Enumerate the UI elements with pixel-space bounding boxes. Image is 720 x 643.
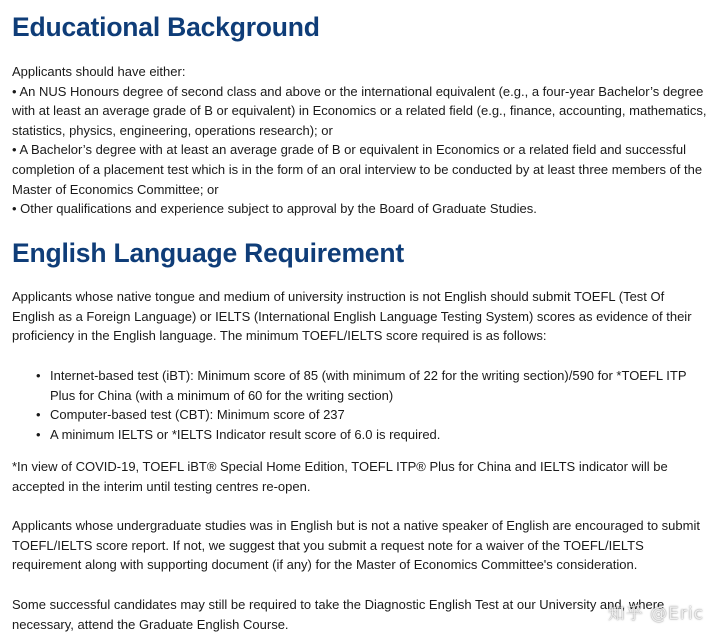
score-ielts: A minimum IELTS or *IELTS Indicator result score of 6.0 is required.	[50, 426, 441, 442]
score-ibt: Internet-based test (iBT): Minimum score of 85 (with minimum of 22 for the writing section)/590 for *TOEFL ITP Plus for China (with a minimum of 60 for the writing section)	[50, 368, 687, 403]
score-cbt: Computer-based test (CBT): Minimum score of 237	[50, 407, 345, 423]
bullet-icon: •	[36, 407, 41, 423]
education-item-bachelor-placement: • A Bachelor’s degree with at least an average grade of B or equivalent in Economics or a related field and successful completion of a placement test which is in the form of an oral interview to be conducted by at least three members of the Master of Economics Committee; or	[12, 142, 703, 197]
bullet-icon: •	[36, 368, 41, 383]
educational-background-heading: Educational Background	[12, 12, 320, 42]
diagnostic-test-paragraph: Some successful candidates may still be required to take the Diagnostic English Test at our University and, where necessary, attend the Graduate English Course.	[12, 597, 665, 632]
education-item-other-qualifications: • Other qualifications and experience subject to approval by the Board of Graduate Studies.	[12, 201, 537, 217]
zhihu-watermark: 知乎 @Eric	[607, 604, 704, 624]
bullet-icon: •	[36, 426, 41, 442]
education-item-nus-honours: • An NUS Honours degree of second class and above or the international equivalent (e.g., a four-year Bachelor’s degree with at least an average grade of B or equivalent) in Economics or a related field (e.g., finance, accounting, mathematics, statistics, physics, engineering, operations research); or	[12, 83, 707, 138]
english-language-requirement-heading: English Language Requirement	[12, 238, 404, 268]
list-item	[36, 366, 708, 405]
education-intro: Applicants should have either:	[12, 64, 186, 79]
list-item	[36, 425, 708, 445]
list-item	[36, 405, 708, 425]
waiver-paragraph: Applicants whose undergraduate studies was in English but is not a native speaker of English are encouraged to submit TOEFL/IELTS score report. If not, we suggest that you submit a request note for a waiver of the TOEFL/IELTS requirement along with supporting document (if any) for the Master of Economics Committee's consideration.	[12, 518, 700, 573]
english-requirement-intro: Applicants whose native tongue and medium of university instruction is not English should submit TOEFL (Test Of English as a Foreign Language) or IELTS (International English Language Testing System) scores as evidence of their proficiency in the English language. The minimum TOEFL/IELTS score required is as follows:	[12, 289, 692, 344]
covid-note: *In view of COVID-19, TOEFL iBT® Special Home Edition, TOEFL ITP® Plus for China and IELTS indicator will be accepted in the interim until testing centres re-open.	[12, 459, 668, 494]
score-requirements-list	[12, 366, 708, 444]
educational-background-text	[12, 62, 708, 219]
